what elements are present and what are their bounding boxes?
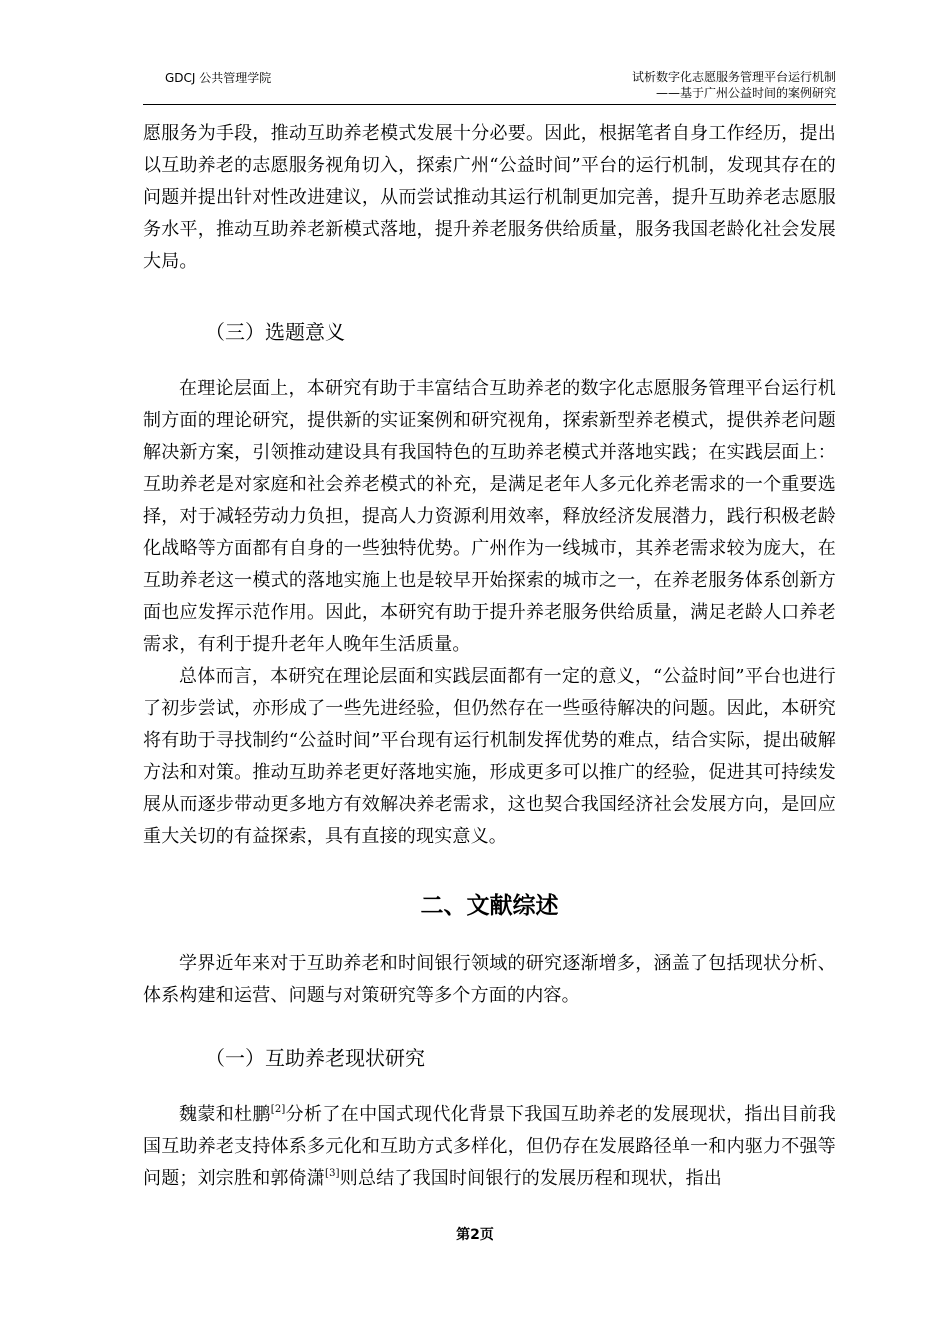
page-body [143, 118, 836, 1195]
page-number: 第2页 [456, 1227, 494, 1243]
header-institution: GDCJ 公共管理学院 [165, 71, 272, 85]
paragraph-significance-2: 总体而言，本研究在理论层面和实践层面都有一定的意义，“公益时间”平台也进行了初步尝试，亦形成了一些先进经验，但仍然存在一些亟待解决的问题。因此，本研究将有助于寻找制约“公益时间”平台现有运行机制发挥优势的难点，结合实际，提出破解方法和对策。推动互助养老更好落地实施，形成更多可以推广的经验，促进其可持续发展从而逐步带动更多地方有效解决养老需求，这也契合我国经济社会发展方向，是回应重大关切的有益探索，具有直接的现实意义。 [143, 666, 836, 847]
text-segment: 魏蒙和杜鹏 [179, 1104, 271, 1125]
chapter-heading-literature-review: 二、文献综述 [420, 893, 559, 919]
paragraph-significance-1: 在理论层面上，本研究有助于丰富结合互助养老的数字化志愿服务管理平台运行机制方面的理论研究，提供新的实证案例和研究视角，探索新型养老模式，提供养老问题解决新方案，引领推动建设具有我国特色的互助养老模式并落地实践；在实践层面上：互助养老是对家庭和社会养老模式的补充，是满足老年人多元化养老需求的一个重要选择，对于减轻劳动力负担，提高人力资源利用效率，释放经济发展潜力，践行积极老龄化战略等方面都有自身的一些独特优势。广州作为一线城市，其养老需求较为庞大，在互助养老这一模式的落地实施上也是较早开始探索的城市之一，在养老服务体系创新方面也应发挥示范作用。因此，本研究有助于提升养老服务供给质量，满足老龄人口养老需求，有利于提升老年人晚年生活质量。 [143, 378, 836, 655]
page-header [143, 60, 836, 108]
paragraph-intro-continued: 愿服务为手段，推动互助养老模式发展十分必要。因此，根据笔者自身工作经历，提出以互助养老的志愿服务视角切入，探索广州“公益时间”平台的运行机制，发现其存在的问题并提出针对性改进建议，从而尝试推动其运行机制更加完善，提升互助养老志愿服务水平，推动互助养老新模式落地，提升养老服务供给质量，服务我国老龄化社会发展大局。 [143, 123, 836, 272]
section-heading-significance: （三）选题意义 [205, 320, 345, 344]
text-segment: 分析了在中国式现代化背景下我国互助养老的发展现状，指出目前我国互助养老支持体系多元化和互助方式多样化，但仍存在发展路径单一和内驱力不强等问题；刘宗胜和郭倚潇 [143, 1104, 836, 1189]
header-divider [143, 104, 836, 105]
citation-ref: [3] [325, 1168, 340, 1179]
text-segment: 则总结了我国时间银行的发展历程和现状，指出 [339, 1168, 722, 1189]
section-heading-status-research: （一）互助养老现状研究 [205, 1046, 425, 1070]
header-title [632, 69, 836, 101]
paragraph-literature-intro: 学界近年来对于互助养老和时间银行领域的研究逐渐增多，涵盖了包括现状分析、体系构建和运营、问题与对策研究等多个方面的内容。 [143, 953, 836, 1006]
citation-ref: [2] [270, 1104, 286, 1115]
header-title-line1: 试析数字化志愿服务管理平台运行机制 [631, 70, 836, 84]
paragraph-status-research [143, 1099, 836, 1195]
header-title-line2: ——基于广州公益时间的案例研究 [655, 86, 836, 100]
